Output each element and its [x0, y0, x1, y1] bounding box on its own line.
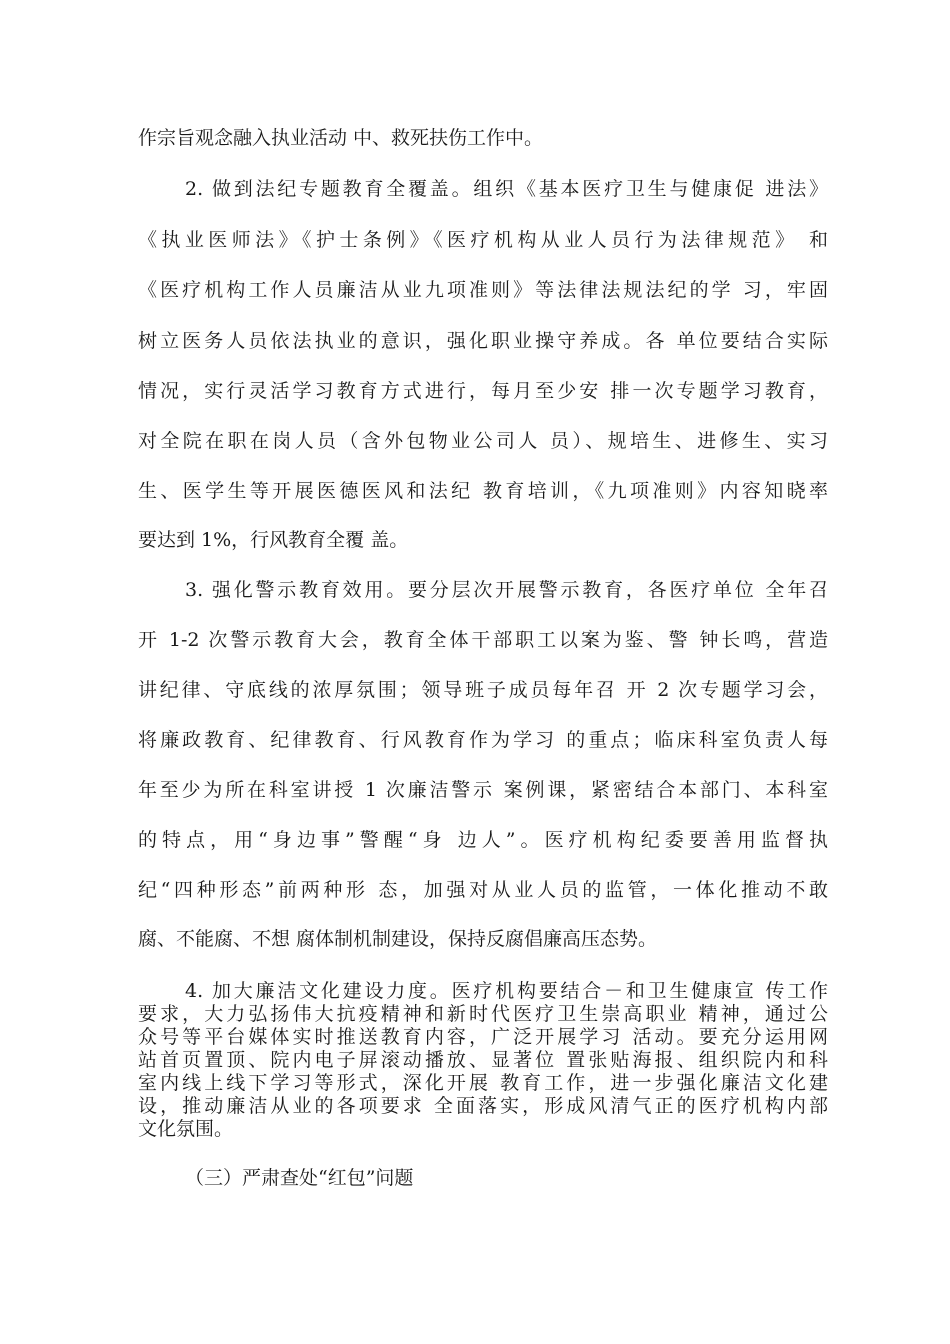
- paragraph-2-line-7: 生、医学生等开展医德医风和法纪 教育培训，《九项准则》内容知晓率: [138, 480, 828, 502]
- paragraph-3-line-7: 纪“四种形态”前两种形 态，加强对从业人员的监管，一体化推动不敢: [138, 879, 828, 901]
- paragraph-3-line-3: 讲纪律、守底线的浓厚氛围；领导班子成员每年召 开 2 次专题学习会，: [138, 679, 828, 701]
- paragraph-4-line-1: 4. 加大廉洁文化建设力度。医疗机构要结合－和卫生健康宣 传工作: [185, 980, 828, 1002]
- paragraph-3-line-4: 将廉政教育、纪律教育、行风教育作为学习 的重点；临床科室负责人每: [138, 729, 828, 751]
- paragraph-3-line-1: 3. 强化警示教育效用。要分层次开展警示教育，各医疗单位 全年召: [185, 579, 828, 601]
- paragraph-4-line-7: 文化氛围。: [138, 1118, 234, 1140]
- paragraph-3-line-5: 年至少为所在科室讲授 1 次廉洁警示 案例课，紧密结合本部门、本科室: [138, 779, 828, 801]
- paragraph-3-line-2: 开 1-2 次警示教育大会，教育全体干部职工以案为鉴、警 钟长鸣，营造: [138, 629, 828, 651]
- section-heading-3: （三）严肃查处“红包”问题: [185, 1167, 414, 1189]
- paragraph-intro-line-1: 作宗旨观念融入执业活动 中、救死扶伤工作中。: [138, 127, 544, 149]
- paragraph-2-line-6: 对全院在职在岗人员（含外包物业公司人 员）、规培生、进修生、实习: [138, 430, 828, 452]
- paragraph-4-line-2: 要求，大力弘扬伟大抗疫精神和新时代医疗卫生崇高职业 精神，通过公: [138, 1003, 828, 1025]
- paragraph-2-line-2: 《执业医师法》《护士条例》《医疗机构从业人员行为法律规范》 和: [138, 229, 828, 251]
- paragraph-2-line-3: 《医疗机构工作人员廉洁从业九项准则》等法律法规法纪的学 习，牢固: [138, 279, 828, 301]
- paragraph-2-line-1: 2. 做到法纪专题教育全覆盖。组织《基本医疗卫生与健康促 进法》: [185, 178, 828, 200]
- paragraph-2-line-5: 情况，实行灵活学习教育方式进行，每月至少安 排一次专题学习教育，: [138, 380, 828, 402]
- paragraph-4-line-3: 众号等平台媒体实时推送教育内容，广泛开展学习 活动。要充分运用网: [138, 1026, 828, 1048]
- paragraph-3-line-6: 的特点，用“身边事”警醒“身 边人”。医疗机构纪委要善用监督执: [138, 829, 828, 851]
- paragraph-2-line-4: 树立医务人员依法执业的意识，强化职业操守养成。各 单位要结合实际: [138, 330, 828, 352]
- paragraph-4-line-4: 站首页置顶、院内电子屏滚动播放、显著位 置张贴海报、组织院内和科: [138, 1049, 828, 1071]
- paragraph-4-line-5: 室内线上线下学习等形式，深化开展 教育工作，进一步强化廉洁文化建: [138, 1072, 828, 1094]
- paragraph-3-line-8: 腐、不能腐、不想 腐体制机制建设，保持反腐倡廉高压态势。: [138, 928, 658, 950]
- paragraph-2-line-8: 要达到 1%，行风教育全覆 盖。: [138, 529, 409, 551]
- paragraph-4-line-6: 设，推动廉洁从业的各项要求 全面落实，形成风清气正的医疗机构内部: [138, 1095, 828, 1117]
